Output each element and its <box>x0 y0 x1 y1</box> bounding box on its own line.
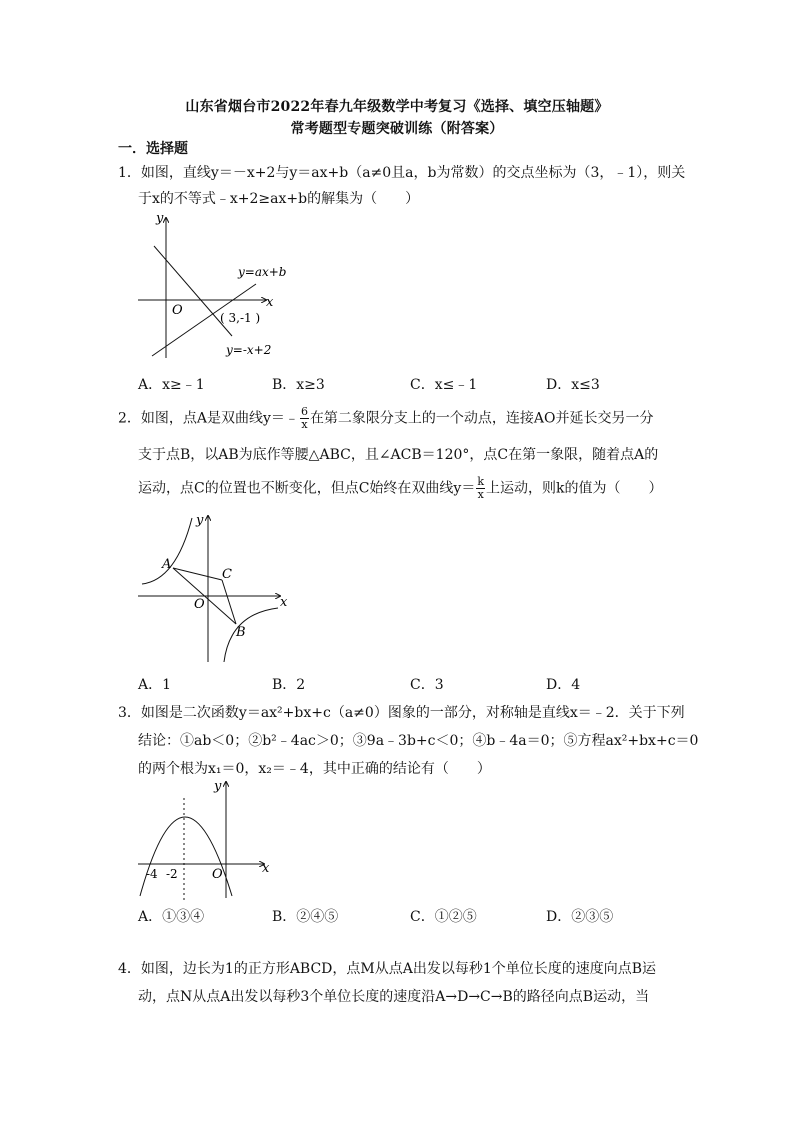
q3-text-line1: 3．如图是二次函数y＝ax²+bx+c（a≠0）图象的一部分，对称轴是直线x＝﹣2．关于下列 <box>118 705 685 721</box>
q2-text-line3-a: 运动，点C的位置也不断变化，但点C始终在双曲线y＝ <box>138 480 476 497</box>
q3-tick-neg4: -4 <box>146 867 158 881</box>
q3-y-label: y <box>214 779 222 794</box>
q2-option-b[interactable]: B．2 <box>272 677 306 693</box>
q3-parabola <box>140 817 232 896</box>
q4-text-line1: 4．如图，边长为1的正方形ABCD，点M从点A出发以每秒1个单位长度的速度向点B运 <box>118 961 657 977</box>
q3-figure <box>136 778 276 902</box>
q2-text-line3-b: 上运动，则k的值为（ ） <box>486 480 663 497</box>
q3-text-line3: 的两个根为x₁＝0，x₂＝﹣4，其中正确的结论有（ ） <box>138 761 491 777</box>
section-heading: 一．选择题 <box>118 141 188 157</box>
q1-option-c[interactable]: C．x≤﹣1 <box>410 377 478 393</box>
q2-text-line3 <box>138 476 663 501</box>
q2-y-label: y <box>196 513 204 528</box>
q3-x-label: x <box>262 861 270 876</box>
q1-origin-label: O <box>172 303 183 318</box>
document-title-line1: 山东省烟台市2022年春九年级数学中考复习《选择、填空压轴题》 <box>185 99 609 115</box>
q2-text-line2: 支于点B，以AB为底作等腰△ABC，且∠ACB＝120°，点C在第一象限，随着点A的 <box>138 447 659 463</box>
q2-point-a-label: A <box>162 557 172 572</box>
q2-point-b-label: B <box>236 625 246 640</box>
q2-option-c[interactable]: C．3 <box>410 677 444 693</box>
q2-fraction-k-over-x <box>476 476 485 501</box>
q2-fraction-6-over-x <box>300 406 309 431</box>
q1-line-ax-b-label: y=ax+b <box>238 265 287 279</box>
q1-line-neg-x-2-label: y=-x+2 <box>226 343 272 357</box>
q1-x-label: x <box>266 295 274 310</box>
q2-point-c-label: C <box>222 567 232 582</box>
q2-fraction-k-denominator: x <box>477 488 484 501</box>
q3-origin-label: O <box>212 867 223 882</box>
q3-option-c[interactable]: C．①②⑤ <box>410 909 477 925</box>
q2-fraction-denominator: x <box>301 418 308 431</box>
q3-option-a[interactable]: A．①③④ <box>138 909 205 925</box>
q2-text-line1-b: 在第二象限分支上的一个动点，连接AO并延长交另一分 <box>309 410 654 427</box>
q1-y-label: y <box>156 211 164 226</box>
q2-hyperbola-branch-right <box>224 608 278 662</box>
q1-text-line1: 1．如图，直线y＝－x+2与y＝ax+b（a≠0且a，b为常数）的交点坐标为（3，﹣1），则关 <box>118 165 686 181</box>
q3-tick-neg2: -2 <box>166 867 178 881</box>
q4-text-line2: 动，点N从点A出发以每秒3个单位长度的速度沿A→D→C→B的路径向点B运动，当 <box>138 989 650 1005</box>
q2-text-line1-a: 2．如图，点A是双曲线y＝﹣ <box>118 410 299 427</box>
q3-text-line2: 结论：①ab＜0；②b²﹣4ac＞0；③9a﹣3b+c＜0；④b﹣4a＝0；⑤方程ax²+bx+c＝0 <box>138 733 699 749</box>
q1-figure <box>136 208 296 368</box>
q2-fraction-numerator: 6 <box>300 405 308 418</box>
q2-figure <box>136 510 296 666</box>
q2-origin-label: O <box>194 597 205 612</box>
document-title-line2: 常考题型专题突破训练（附答案） <box>290 121 504 137</box>
q1-intersection-label: ( 3,-1 ) <box>220 311 261 325</box>
q2-x-label: x <box>280 595 288 610</box>
q3-option-b[interactable]: B．②④⑤ <box>272 909 339 925</box>
q1-option-a[interactable]: A．x≥﹣1 <box>138 377 205 393</box>
q1-option-d[interactable]: D．x≤3 <box>546 377 600 393</box>
q2-fraction-k-numerator: k <box>477 475 485 488</box>
q1-text-line2: 于x的不等式﹣x+2≥ax+b的解集为（ ） <box>138 191 420 207</box>
q2-option-d[interactable]: D．4 <box>546 677 581 693</box>
q2-text-line1 <box>118 406 654 431</box>
q1-option-b[interactable]: B．x≥3 <box>272 377 325 393</box>
q3-option-d[interactable]: D．②③⑤ <box>546 909 614 925</box>
q2-hyperbola-branch-left <box>142 518 192 584</box>
q2-option-a[interactable]: A．1 <box>138 677 172 693</box>
